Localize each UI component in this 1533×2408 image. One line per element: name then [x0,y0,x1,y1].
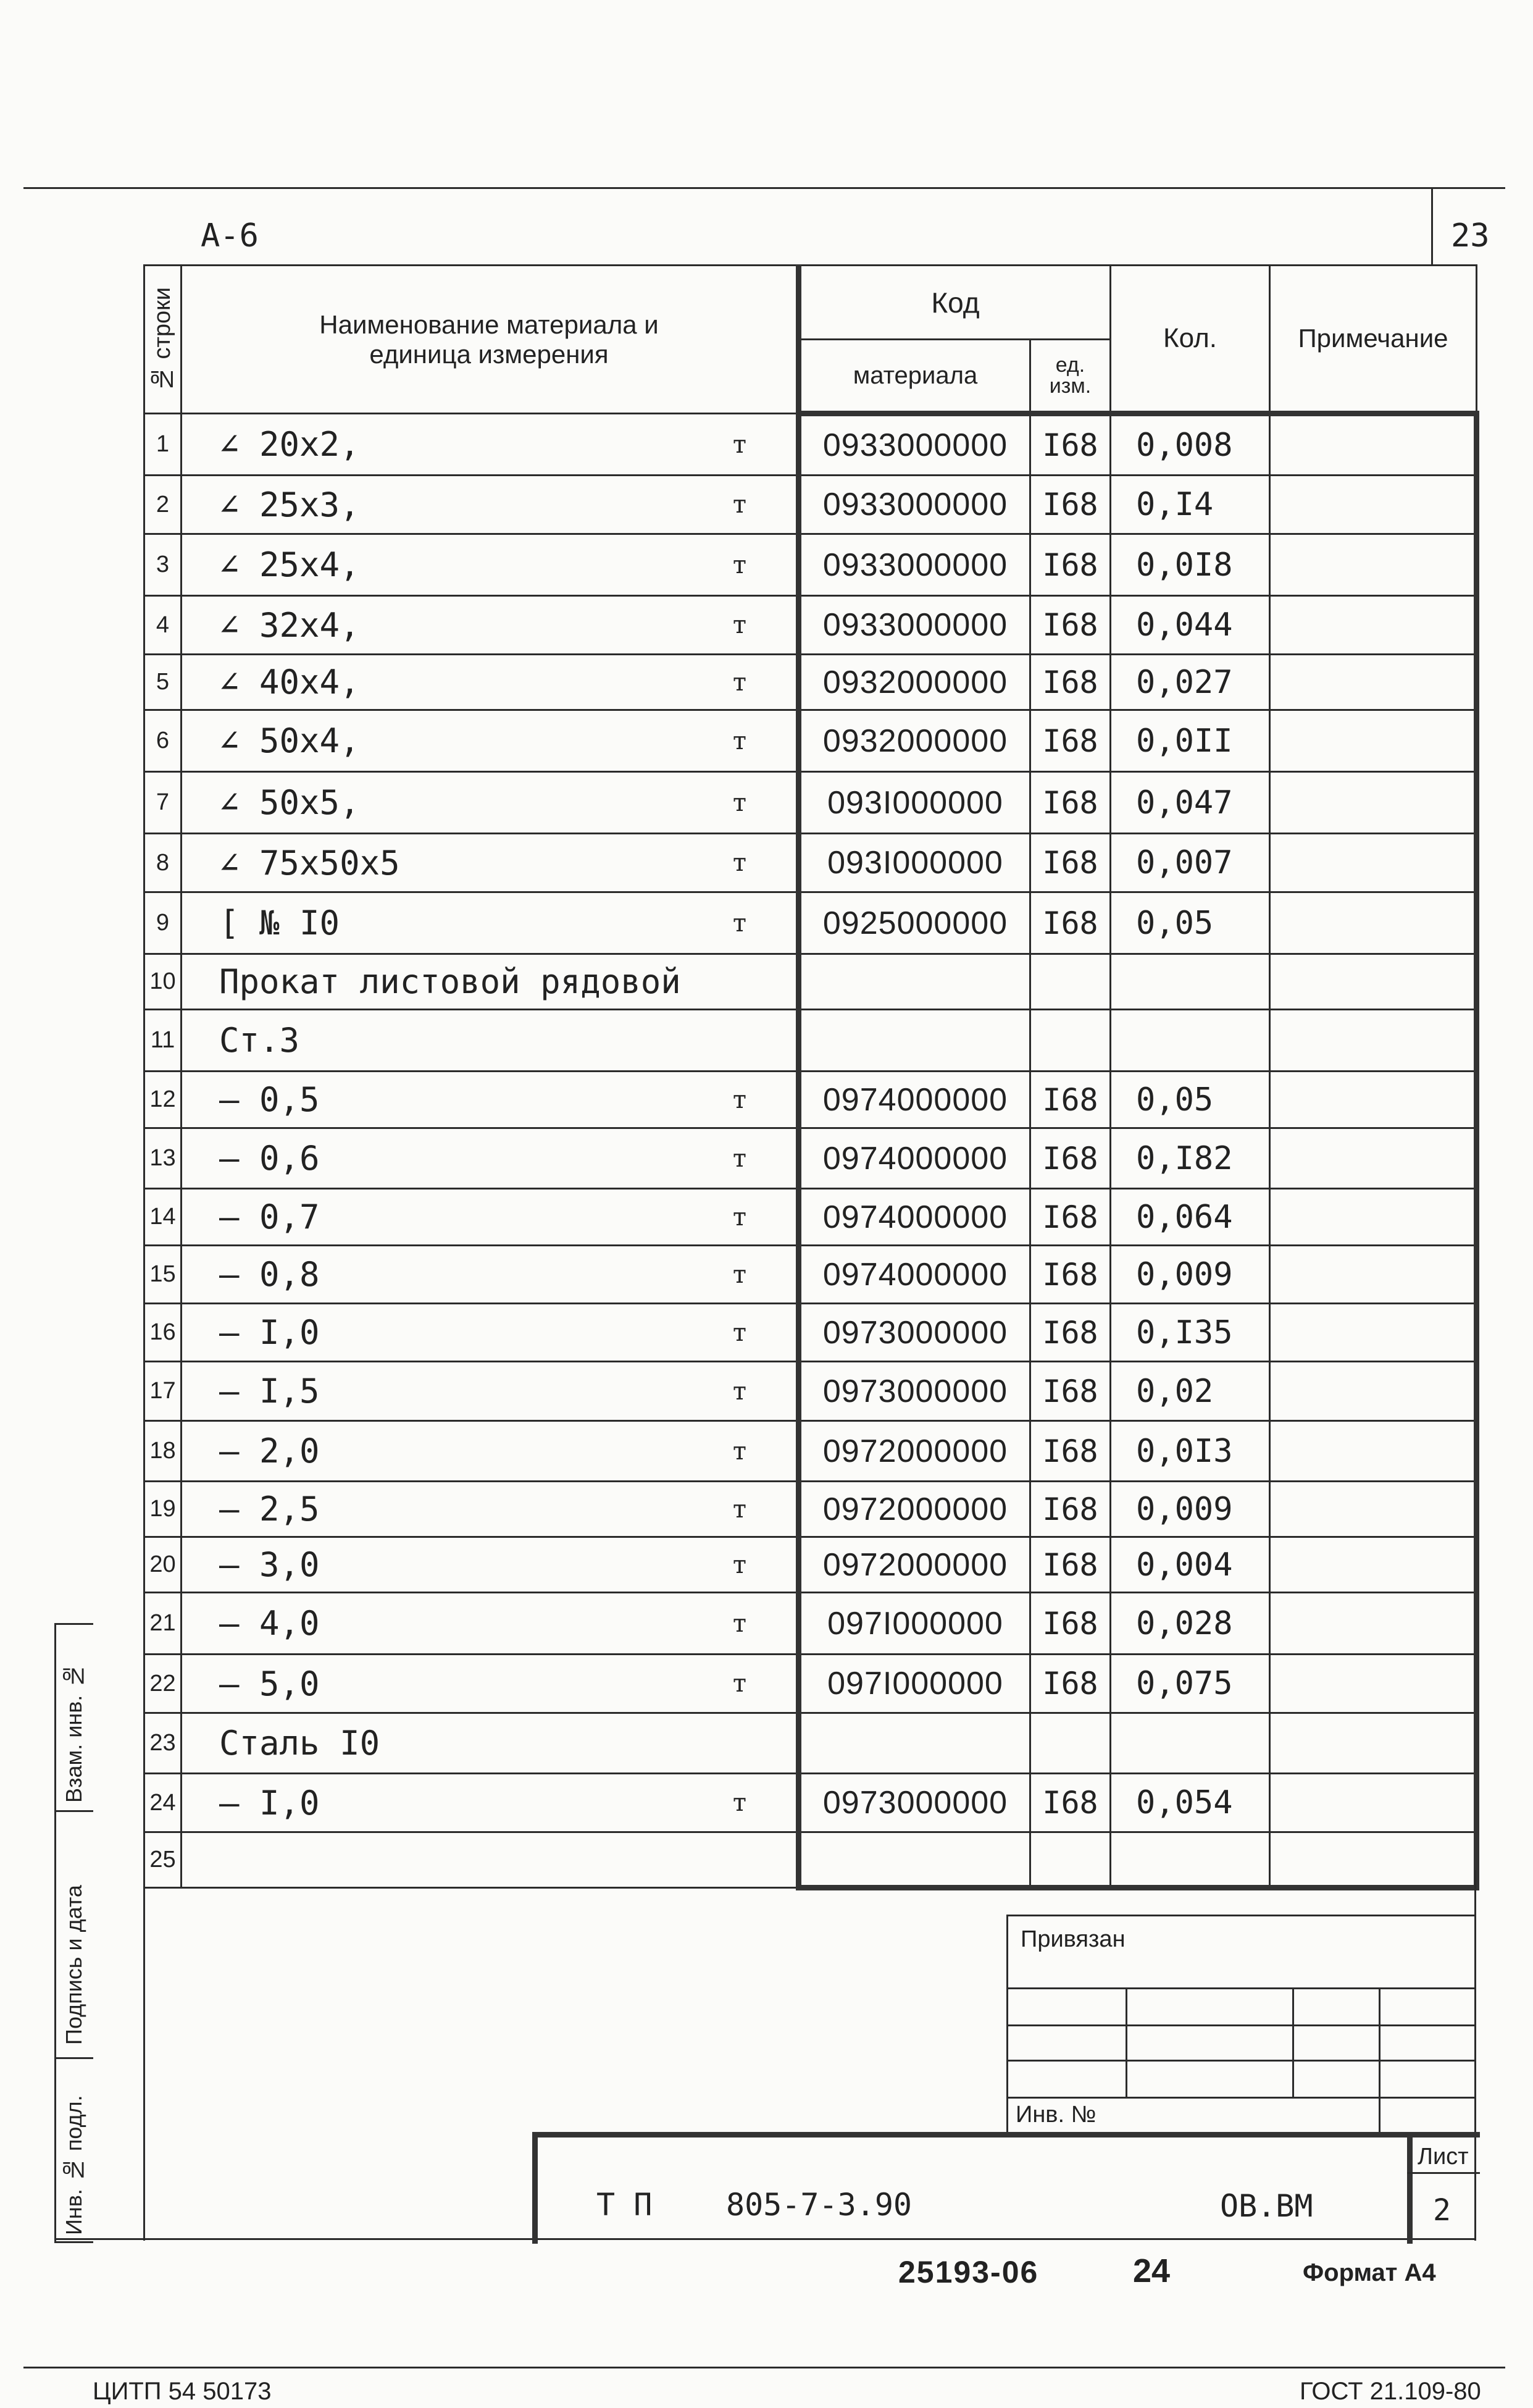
footer-left: ЦИТП 54 50173 [93,2378,272,2405]
quantity: 0,047 [1111,772,1270,834]
row-number: 4 [144,596,182,655]
quantity: 0,I82 [1111,1128,1270,1189]
note [1270,1189,1477,1246]
quantity: 0,044 [1111,596,1270,655]
table-row [144,1010,1477,1072]
material-unit: т [732,430,746,459]
table-row [144,1655,1477,1713]
inv-no-label: Инв. № [1016,2102,1096,2128]
project-code: 805-7-3.90 [726,2187,913,2223]
material-code: 0973000000 [799,1362,1030,1421]
note [1270,1072,1477,1128]
note [1270,476,1477,534]
row-number: 25 [144,1832,182,1888]
material-name-cell [182,1304,799,1362]
header-name: Наименование материала и единица измерения [182,266,799,414]
material-unit: т [732,1550,746,1579]
row-number: 21 [144,1593,182,1655]
table-row [144,1537,1477,1593]
material-unit: т [732,1669,746,1698]
note [1270,534,1477,596]
unit-code: I68 [1030,710,1111,772]
table-row [144,655,1477,710]
material-code: 0974000000 [799,1246,1030,1304]
note [1270,1655,1477,1713]
unit-code [1030,1832,1111,1888]
note [1270,772,1477,834]
material-code: 0973000000 [799,1774,1030,1832]
quantity: 0,05 [1111,892,1270,954]
note [1270,596,1477,655]
material-name-cell [182,596,799,655]
row-number: 23 [144,1713,182,1774]
row-number: 12 [144,1072,182,1128]
material-unit: т [732,726,746,755]
quantity: 0,008 [1111,414,1270,476]
material-unit: т [732,1318,746,1347]
material-name-cell [182,772,799,834]
unit-code: I68 [1030,534,1111,596]
material-name-cell [182,1189,799,1246]
material-code: 097I000000 [799,1655,1030,1713]
table-row [144,534,1477,596]
material-name: – I,0 [219,1783,320,1823]
note [1270,1713,1477,1774]
table-row [144,1246,1477,1304]
note [1270,1362,1477,1421]
material-name-cell [182,1593,799,1655]
material-code: 097I000000 [799,1593,1030,1655]
material-unit: т [732,1609,746,1638]
note [1270,1304,1477,1362]
header-code: Код [799,266,1111,340]
quantity: 0,02 [1111,1362,1270,1421]
vzam-inv-label: Взам. инв. № [61,1663,86,1803]
quantity: 0,I35 [1111,1304,1270,1362]
material-code: 0933000000 [799,596,1030,655]
material-name-cell [182,834,799,892]
unit-code: I68 [1030,834,1111,892]
material-code: 0933000000 [799,534,1030,596]
material-name: – 2,0 [219,1432,320,1470]
note [1270,1246,1477,1304]
table-row [144,1774,1477,1832]
page-number: 23 [1451,217,1490,254]
quantity: 0,I4 [1111,476,1270,534]
sheet-number: 2 [1433,2193,1451,2228]
quantity: 0,004 [1111,1537,1270,1593]
material-name: – 4,0 [219,1604,320,1643]
material-code: 0972000000 [799,1482,1030,1537]
table-row [144,596,1477,655]
material-code [799,954,1030,1010]
material-unit: т [732,1085,746,1114]
row-number: 15 [144,1246,182,1304]
row-number: 7 [144,772,182,834]
row-number: 14 [144,1189,182,1246]
unit-code: I68 [1030,1362,1111,1421]
unit-code: I68 [1030,1189,1111,1246]
material-name: ∠ 50х4, [219,721,360,760]
table-row [144,414,1477,476]
material-name: – 0,6 [219,1139,320,1178]
material-name-cell [182,1128,799,1189]
material-name: ∠ 32х4, [219,605,360,645]
unit-code: I68 [1030,1593,1111,1655]
material-code: 0974000000 [799,1189,1030,1246]
material-name: Прокат листовой рядовой [219,962,681,1001]
material-name: – 5,0 [219,1664,320,1703]
table-row [144,1072,1477,1128]
unit-code [1030,1010,1111,1072]
material-unit: т [732,1144,746,1173]
note [1270,954,1477,1010]
quantity [1111,954,1270,1010]
material-unit: т [732,908,746,938]
material-name-cell [182,1713,799,1774]
material-name-cell [182,1072,799,1128]
footer-right: ГОСТ 21.109-80 [1300,2378,1481,2405]
note [1270,414,1477,476]
note [1270,710,1477,772]
note [1270,892,1477,954]
sheet-label: Лист [1418,2144,1469,2170]
material-name-cell [182,1832,799,1888]
header-material: материала [799,340,1030,414]
row-number: 24 [144,1774,182,1832]
quantity [1111,1010,1270,1072]
material-code: 0974000000 [799,1128,1030,1189]
table-row [144,892,1477,954]
material-code: 0932000000 [799,655,1030,710]
material-name-cell [182,954,799,1010]
material-unit: т [732,611,746,639]
material-name: ∠ 25х3, [219,485,360,524]
material-unit: т [732,1495,746,1524]
unit-code: I68 [1030,1072,1111,1128]
table-row [144,954,1477,1010]
material-unit: т [732,849,746,877]
material-code: 0933000000 [799,414,1030,476]
quantity: 0,054 [1111,1774,1270,1832]
material-name: – 0,8 [219,1255,320,1294]
unit-code: I68 [1030,596,1111,655]
quantity [1111,1832,1270,1888]
title-block [532,2132,1480,2244]
material-unit: т [732,668,746,697]
table-row [144,1304,1477,1362]
table-row [144,1593,1477,1655]
material-code: 0973000000 [799,1304,1030,1362]
unit-code: I68 [1030,892,1111,954]
material-code: 0974000000 [799,1072,1030,1128]
row-number: 1 [144,414,182,476]
note [1270,655,1477,710]
row-number: 22 [144,1655,182,1713]
material-code: 093I000000 [799,834,1030,892]
unit-code: I68 [1030,1655,1111,1713]
frame-left [143,1870,145,2241]
material-name: ∠ 50х5, [219,783,360,822]
material-name-cell [182,1482,799,1537]
quantity: 0,0I3 [1111,1421,1270,1482]
unit-code: I68 [1030,1774,1111,1832]
handwritten-number: 24 [1133,2252,1171,2289]
archive-number: 25193-06 [898,2255,1039,2289]
header-unit: ед. изм. [1030,340,1111,414]
material-unit: т [732,1437,746,1466]
row-number: 6 [144,710,182,772]
row-number: 11 [144,1010,182,1072]
unit-code [1030,954,1111,1010]
tp-label: Т П [596,2187,653,2223]
material-code: 0972000000 [799,1537,1030,1593]
sheet-code: А-6 [201,217,259,254]
table-row [144,1832,1477,1888]
material-name: – 0,5 [219,1080,320,1119]
material-name: – 2,5 [219,1490,320,1529]
quantity: 0,009 [1111,1246,1270,1304]
side-stamp [54,1623,93,2243]
material-code: 0933000000 [799,476,1030,534]
unit-code: I68 [1030,1421,1111,1482]
material-name: Сталь I0 [219,1724,380,1763]
quantity [1111,1713,1270,1774]
table-row [144,476,1477,534]
material-name: – 3,0 [219,1545,320,1584]
unit-code: I68 [1030,1537,1111,1593]
material-name: [ № I0 [219,904,340,942]
material-unit: т [732,1789,746,1817]
note [1270,1593,1477,1655]
inv-podl-label: Инв. № подл. [61,2095,86,2235]
material-name-cell [182,534,799,596]
table-row [144,1482,1477,1537]
unit-code: I68 [1030,476,1111,534]
material-name: ∠ 75х50х5 [219,843,400,883]
material-name-cell [182,1774,799,1832]
material-code: 0932000000 [799,710,1030,772]
quantity: 0,064 [1111,1189,1270,1246]
material-name: – I,5 [219,1372,320,1411]
header-note: Примечание [1270,266,1477,414]
page-number-divider [1431,187,1433,266]
row-number: 3 [144,534,182,596]
table-row [144,710,1477,772]
material-name: ∠ 20х2, [219,425,360,464]
material-code: 0972000000 [799,1421,1030,1482]
note [1270,834,1477,892]
row-number: 8 [144,834,182,892]
material-unit: т [732,788,746,817]
material-code: 093I000000 [799,772,1030,834]
note [1270,1832,1477,1888]
material-unit: т [732,1260,746,1289]
row-number: 5 [144,655,182,710]
quantity: 0,007 [1111,834,1270,892]
material-code [799,1713,1030,1774]
materials-table [143,264,1479,1890]
unit-code: I68 [1030,1482,1111,1537]
material-name-cell [182,1655,799,1713]
table-row [144,1362,1477,1421]
quantity: 0,027 [1111,655,1270,710]
material-name-cell [182,1537,799,1593]
unit-code [1030,1713,1111,1774]
row-number: 20 [144,1537,182,1593]
unit-code: I68 [1030,414,1111,476]
material-unit: т [732,490,746,519]
note [1270,1010,1477,1072]
note [1270,1774,1477,1832]
material-name-cell [182,655,799,710]
material-name-cell [182,1010,799,1072]
unit-code: I68 [1030,1246,1111,1304]
material-name-cell [182,1246,799,1304]
material-name: ∠ 25х4, [219,545,360,584]
row-number: 2 [144,476,182,534]
row-number: 9 [144,892,182,954]
material-name-cell [182,414,799,476]
table-row [144,1421,1477,1482]
top-rule [23,187,1505,189]
table-row [144,1128,1477,1189]
unit-code: I68 [1030,655,1111,710]
unit-code: I68 [1030,1128,1111,1189]
quantity: 0,075 [1111,1655,1270,1713]
row-number: 10 [144,954,182,1010]
note [1270,1421,1477,1482]
material-name-cell [182,1421,799,1482]
material-name: ∠ 40х4, [219,663,360,702]
material-name-cell [182,476,799,534]
footer-rule [23,2367,1505,2368]
material-unit: т [732,1202,746,1231]
quantity: 0,0I8 [1111,534,1270,596]
note [1270,1537,1477,1593]
material-name-cell [182,710,799,772]
material-code [799,1010,1030,1072]
material-name-cell [182,1362,799,1421]
material-unit: т [732,550,746,579]
material-name: – I,0 [219,1313,320,1352]
table-row [144,1189,1477,1246]
note [1270,1482,1477,1537]
material-name: Ст.3 [219,1021,300,1060]
material-name-cell [182,892,799,954]
binding-block [1006,1915,1476,2134]
quantity: 0,0II [1111,710,1270,772]
podpis-data-label: Подпись и дата [61,1885,86,2045]
row-number: 17 [144,1362,182,1421]
privyazan-label: Привязан [1021,1926,1126,1952]
note [1270,1128,1477,1189]
table-row [144,834,1477,892]
table-row [144,1713,1477,1774]
doc-code: ОВ.ВМ [1220,2188,1313,2224]
unit-code: I68 [1030,772,1111,834]
quantity: 0,028 [1111,1593,1270,1655]
row-number: 18 [144,1421,182,1482]
quantity: 0,05 [1111,1072,1270,1128]
quantity: 0,009 [1111,1482,1270,1537]
material-unit: т [732,1377,746,1406]
material-code [799,1832,1030,1888]
material-name: – 0,7 [219,1198,320,1236]
header-row-number: № строки [144,266,182,414]
header-qty: Кол. [1111,266,1270,414]
format-label: Формат А4 [1303,2259,1436,2286]
unit-code: I68 [1030,1304,1111,1362]
material-code: 0925000000 [799,892,1030,954]
row-number: 19 [144,1482,182,1537]
table-row [144,772,1477,834]
row-number: 16 [144,1304,182,1362]
row-number: 13 [144,1128,182,1189]
